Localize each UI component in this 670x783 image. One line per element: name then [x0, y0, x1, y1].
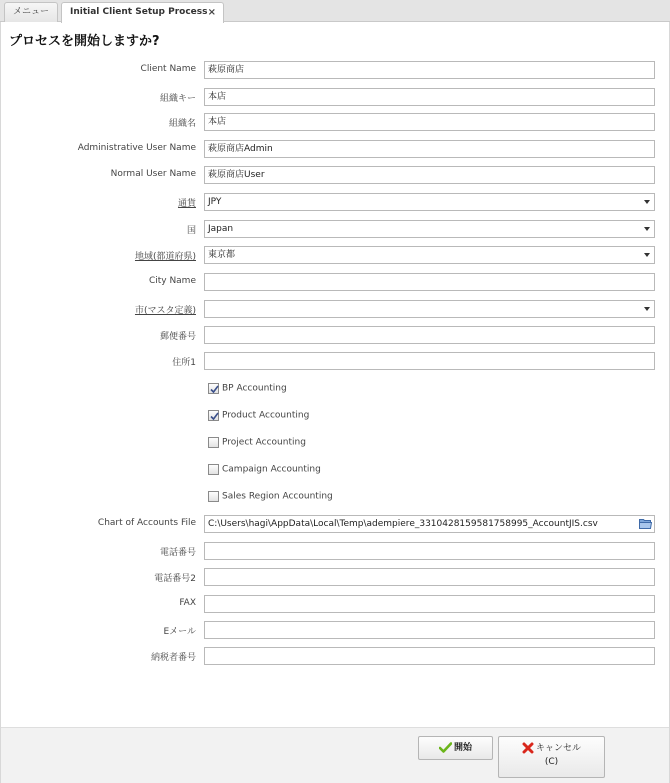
row-tax-id — [0, 647, 670, 665]
city-master-select[interactable] — [204, 300, 655, 318]
row-postal — [0, 326, 670, 344]
campaign-accounting-checkbox[interactable] — [208, 464, 321, 476]
city-name-label: City Name — [148, 276, 196, 286]
country-value: Japan — [208, 224, 234, 234]
checkbox-checked-icon[interactable] — [208, 410, 219, 421]
checkmark-icon — [439, 742, 452, 753]
bp-accounting-label: BP Accounting — [222, 383, 287, 394]
row-fax — [0, 595, 670, 613]
cancel-button-label: キャンセル — [535, 743, 581, 754]
chevron-down-icon[interactable] — [644, 227, 650, 231]
fax-label: FAX — [179, 598, 196, 608]
currency-value: JPY — [208, 197, 222, 207]
row-city-name — [0, 273, 670, 291]
sales-region-accounting-checkbox[interactable] — [208, 491, 333, 503]
tab-menu[interactable] — [4, 2, 58, 22]
city-master-label[interactable]: 市(マスタ定義) — [134, 306, 196, 316]
coa-file-path: C:\Users\hagi\AppData\Local\Temp\adempiere_3310428159581758995_AccountJIS.csv — [208, 519, 598, 529]
admin-user-label: Administrative User Name — [77, 143, 196, 153]
row-email — [0, 621, 670, 639]
sales-region-accounting-label: Sales Region Accounting — [222, 491, 333, 502]
email-input[interactable] — [204, 621, 655, 639]
phone-label: 電話番号 — [159, 548, 196, 558]
tax-id-input[interactable] — [204, 647, 655, 665]
tax-id-label: 納税者番号 — [150, 653, 196, 663]
page-title: プロセスを開始しますか? — [9, 34, 160, 49]
org-key-label: 組織キー — [159, 94, 196, 104]
phone-input[interactable] — [204, 542, 655, 560]
row-org-name — [0, 113, 670, 131]
project-accounting-checkbox[interactable] — [208, 437, 306, 449]
currency-select[interactable] — [204, 193, 655, 211]
close-icon[interactable]: × — [207, 7, 216, 18]
org-name-input[interactable]: 本店 — [204, 113, 655, 131]
row-client-name — [0, 61, 670, 79]
project-accounting-label: Project Accounting — [222, 437, 306, 448]
row-chart-of-accounts — [0, 515, 670, 533]
start-button-label: 開始 — [453, 743, 472, 753]
checkbox-unchecked-icon[interactable] — [208, 437, 219, 448]
checkbox-unchecked-icon[interactable] — [208, 464, 219, 475]
row-admin-user — [0, 140, 670, 158]
cancel-button[interactable] — [498, 736, 605, 778]
coa-file-input[interactable] — [204, 515, 655, 533]
fax-input[interactable] — [204, 595, 655, 613]
product-accounting-checkbox[interactable] — [208, 410, 309, 422]
row-currency — [0, 193, 670, 211]
tab-active-label: Initial Client Setup Process — [70, 7, 208, 17]
cancel-shortcut: (C) — [544, 756, 559, 767]
checkbox-checked-icon[interactable] — [208, 383, 219, 394]
checkbox-unchecked-icon[interactable] — [208, 491, 219, 502]
row-org-key — [0, 88, 670, 106]
region-select[interactable] — [204, 246, 655, 264]
product-accounting-label: Product Accounting — [222, 410, 310, 421]
chevron-down-icon[interactable] — [644, 200, 650, 204]
row-country — [0, 220, 670, 238]
email-label: Eメール — [163, 627, 196, 637]
tab-bar — [0, 0, 670, 22]
admin-user-input[interactable]: 萩原商店Admin — [204, 140, 655, 158]
region-label[interactable]: 地域(都道府県) — [134, 252, 196, 262]
coa-label: Chart of Accounts File — [97, 518, 196, 528]
postal-input[interactable] — [204, 326, 655, 344]
row-normal-user — [0, 166, 670, 184]
org-key-input[interactable]: 本店 — [204, 88, 655, 106]
start-button[interactable] — [418, 736, 493, 760]
chevron-down-icon[interactable] — [644, 307, 650, 311]
process-dialog-frame — [0, 22, 670, 783]
postal-label: 郵便番号 — [159, 332, 196, 342]
row-city-master — [0, 300, 670, 318]
country-select[interactable] — [204, 220, 655, 238]
campaign-accounting-label: Campaign Accounting — [222, 464, 321, 475]
phone2-input[interactable] — [204, 568, 655, 586]
tab-menu-label: メニュー — [13, 7, 50, 17]
address1-input[interactable] — [204, 352, 655, 370]
client-name-label: Client Name — [140, 64, 196, 74]
client-name-input[interactable]: 萩原商店 — [204, 61, 655, 79]
org-name-label: 組織名 — [168, 119, 196, 129]
row-region — [0, 246, 670, 264]
normal-user-input[interactable]: 萩原商店User — [204, 166, 655, 184]
currency-label[interactable]: 通貨 — [177, 199, 196, 209]
normal-user-label: Normal User Name — [110, 169, 196, 179]
phone2-label: 電話番号2 — [154, 574, 196, 584]
bp-accounting-checkbox[interactable] — [208, 383, 287, 395]
tab-initial-client-setup[interactable] — [61, 2, 224, 23]
city-name-input[interactable] — [204, 273, 655, 291]
country-label: 国 — [186, 226, 196, 236]
row-phone2 — [0, 568, 670, 586]
region-value: 東京都 — [208, 250, 236, 260]
chevron-down-icon[interactable] — [644, 253, 650, 257]
row-phone — [0, 542, 670, 560]
row-address1 — [0, 352, 670, 370]
address1-label: 住所1 — [172, 358, 196, 368]
folder-icon[interactable] — [639, 518, 652, 529]
red-x-icon — [522, 742, 534, 754]
